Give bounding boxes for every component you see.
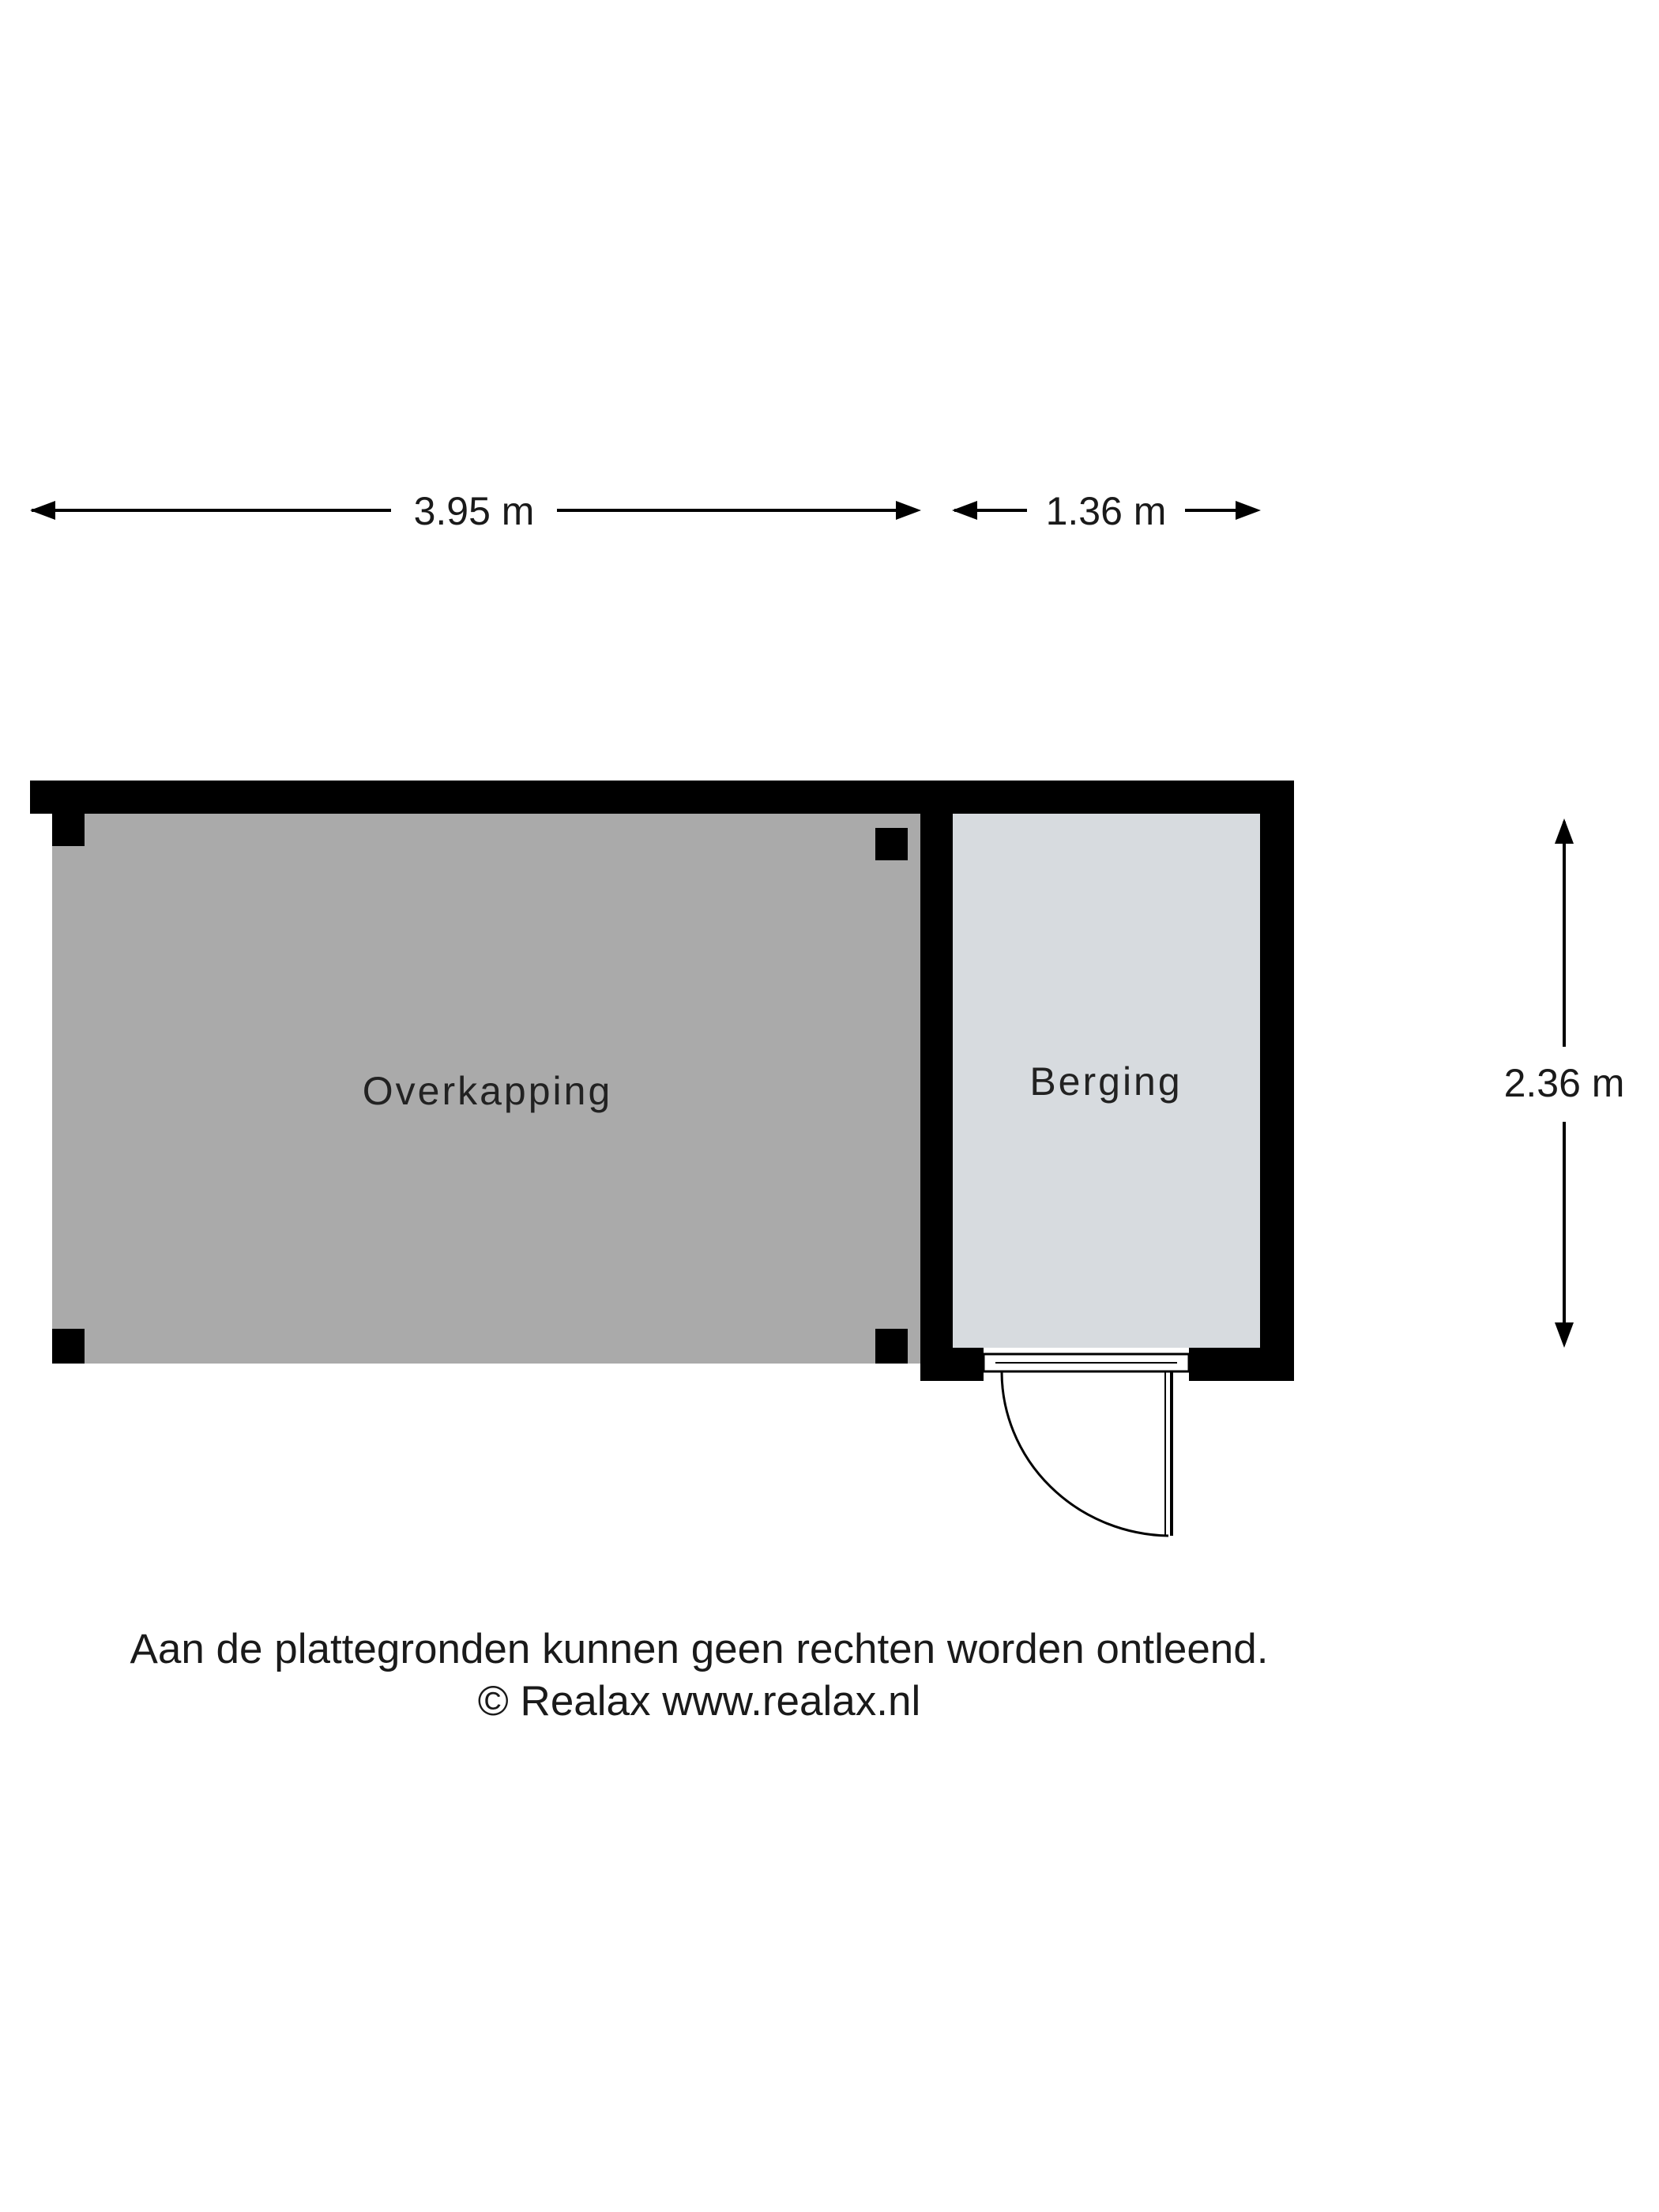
column-bottom-left: [52, 1329, 85, 1364]
dimension-berging-width: [952, 489, 1261, 533]
dimension-label-overkapping: 3.95 m: [413, 489, 535, 533]
wall-berging-bottom-right: [1189, 1348, 1294, 1381]
copyright-text: © Realax www.realax.nl: [477, 1678, 921, 1725]
wall-top: [30, 781, 1294, 814]
column-top-right: [875, 828, 908, 860]
arrow-head-top: [1555, 818, 1574, 844]
arrow-head-right: [1236, 501, 1261, 520]
wall-berging-left: [920, 781, 953, 1381]
arrow-head-right: [896, 501, 921, 520]
dimension-label-depth: 2.36 m: [1503, 1061, 1625, 1105]
dimension-overkapping-width: [30, 489, 921, 533]
wall-left-stub: [30, 781, 52, 814]
door: [984, 1354, 1189, 1536]
door-swing-arc: [1002, 1371, 1168, 1536]
arrow-head-left: [30, 501, 55, 520]
arrow-head-left: [952, 501, 977, 520]
column-bottom-right: [875, 1329, 908, 1364]
column-top-left: [52, 814, 85, 846]
room-label-berging: Berging: [1029, 1059, 1183, 1104]
dimension-label-berging: 1.36 m: [1045, 489, 1167, 533]
wall-berging-right: [1260, 781, 1294, 1381]
arrow-head-bottom: [1555, 1322, 1574, 1348]
dimension-depth: [1504, 818, 1625, 1348]
room-label-overkapping: Overkapping: [362, 1069, 613, 1113]
wall-berging-bottom-left: [920, 1348, 984, 1381]
disclaimer-text: Aan de plattegronden kunnen geen rechten worden ontleend.: [130, 1626, 1269, 1672]
